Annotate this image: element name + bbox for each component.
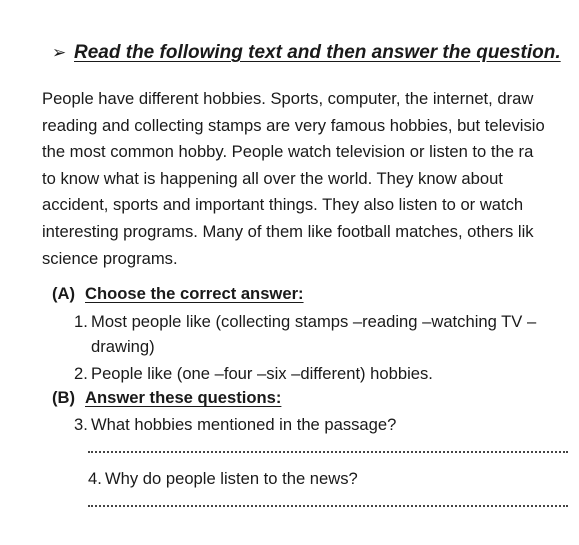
section-a-title: Choose the correct answer: bbox=[85, 284, 304, 303]
passage-line: the most common hobby. People watch television or listen to the ra bbox=[42, 142, 534, 162]
question-1-continuation bbox=[91, 334, 155, 359]
answer-line-4[interactable] bbox=[88, 503, 568, 507]
reading-passage bbox=[42, 86, 579, 272]
question-text: People like (one –four –six –different) hobbies. bbox=[91, 364, 433, 383]
passage-line: People have different hobbies. Sports, computer, the internet, draw bbox=[42, 89, 534, 108]
passage-line: science programs. bbox=[42, 248, 178, 268]
section-b-letter: (B) bbox=[52, 388, 76, 407]
question-4 bbox=[88, 466, 358, 491]
passage-line: accident, sports and important things. They also listen to or watch bbox=[42, 195, 524, 215]
question-2 bbox=[74, 361, 433, 386]
arrow-bullet-icon: ➢ bbox=[52, 43, 67, 62]
question-1 bbox=[74, 309, 536, 334]
question-number: 3. bbox=[74, 415, 88, 434]
passage-line: reading and collecting stamps are very famous hobbies, but televisio bbox=[42, 115, 545, 135]
question-number: 4. bbox=[88, 469, 102, 488]
question-number: 1. bbox=[74, 312, 88, 331]
question-3 bbox=[74, 412, 396, 437]
section-a-heading bbox=[52, 284, 304, 304]
question-text: What hobbies mentioned in the passage? bbox=[91, 415, 397, 434]
question-text: drawing) bbox=[91, 337, 155, 356]
question-text: Why do people listen to the news? bbox=[105, 469, 358, 488]
question-text: Most people like (collecting stamps –reading –watching TV – bbox=[91, 312, 537, 331]
instruction-text: Read the following text and then answer the question. bbox=[74, 42, 561, 63]
instruction-heading bbox=[52, 42, 561, 64]
question-number: 2. bbox=[74, 364, 88, 383]
section-b-title: Answer these questions: bbox=[85, 388, 282, 407]
section-a-letter: (A) bbox=[52, 284, 76, 303]
section-b-heading bbox=[52, 388, 281, 408]
answer-line-3[interactable] bbox=[88, 449, 568, 453]
passage-line: to know what is happening all over the world. They know about bbox=[42, 168, 503, 188]
passage-line: interesting programs. Many of them like football matches, others lik bbox=[42, 221, 534, 241]
